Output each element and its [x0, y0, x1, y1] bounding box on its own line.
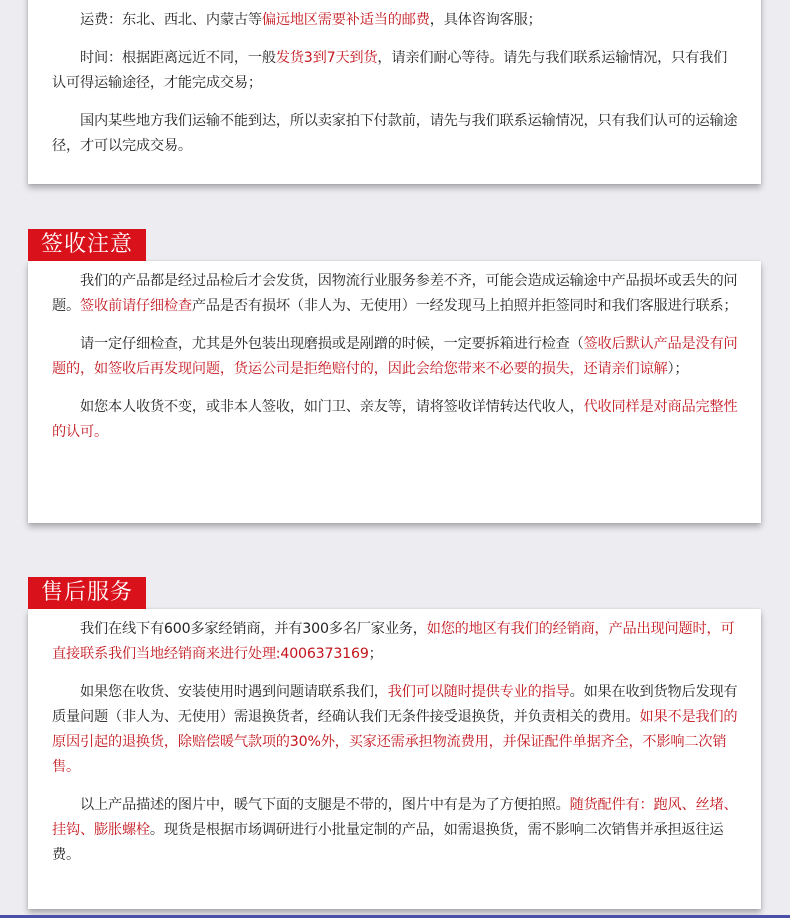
aftersales-dealer-paragraph: 我们在线下有600多家经销商，并有300多名厂家业务，如您的地区有我们的经销商，产品出现问题时，可直接联系我们当地经销商来进行处理:4006373169；	[52, 621, 735, 662]
aftersales-service-card	[28, 609, 761, 909]
receipt-notice-card	[28, 261, 761, 523]
shipping-info-card	[28, 0, 761, 184]
receipt-unpack-paragraph: 请一定仔细检查，尤其是外包装出现磨损或是剐蹭的时候，一定要拆箱进行检查（签收后默认产品是没有问题的，如签收后再发现问题，货运公司是拒绝赔付的，因此会给您带来不必要的损失，还请亲们谅解）；	[52, 336, 738, 377]
shipping-coverage-paragraph: 国内某些地方我们运输不能到达，所以卖家拍下付款前，请先与我们联系运输情况，只有我们认可的运输途径，才可以完成交易。	[52, 113, 738, 154]
receipt-proxy-paragraph: 如您本人收货不变，或非本人签收，如门卫、亲友等，请将签收详情转达代收人，代收同样是对商品完整性的认可。	[52, 399, 738, 440]
aftersales-accessories-paragraph: 以上产品描述的图片中，暖气下面的支腿是不带的，图片中有是为了方便拍照。随货配件有：跑风、丝堵、挂钩、膨胀螺栓。现货是根据市场调研进行小批量定制的产品，如需退换货，需不影响二次销售并承担返往运费。	[52, 797, 738, 863]
shipping-time-paragraph: 时间：根据距离远近不同，一般发货3到7天到货，请亲们耐心等待。请先与我们联系运输情况，只有我们认可得运输途径，才能完成交易；	[52, 50, 728, 91]
receipt-inspection-paragraph: 我们的产品都是经过品检后才会发货，因物流行业服务参差不齐，可能会造成运输途中产品损坏或丢失的问题。签收前请仔细检查产品是否有损坏（非人为、无使用）一经发现马上拍照并拒签同时和我们客服进行联系；	[52, 273, 738, 314]
receipt-section-title: 签收注意	[28, 229, 146, 261]
aftersales-section-title: 售后服务	[28, 577, 146, 609]
aftersales-return-paragraph: 如果您在收货、安装使用时遇到问题请联系我们，我们可以随时提供专业的指导。如果在收到货物后发现有质量问题（非人为、无使用）需退换货者，经确认我们无条件接受退换货，并负责相关的费用。如果不是我们的原因引起的退换货，除赔偿暖气款项的30%外，买家还需承担物流费用，并保证配件单据齐全，不影响二次销售。	[52, 684, 738, 775]
shipping-fee-paragraph: 运费：东北、西北、内蒙古等偏远地区需要补适当的邮费，具体咨询客服；	[80, 12, 542, 28]
